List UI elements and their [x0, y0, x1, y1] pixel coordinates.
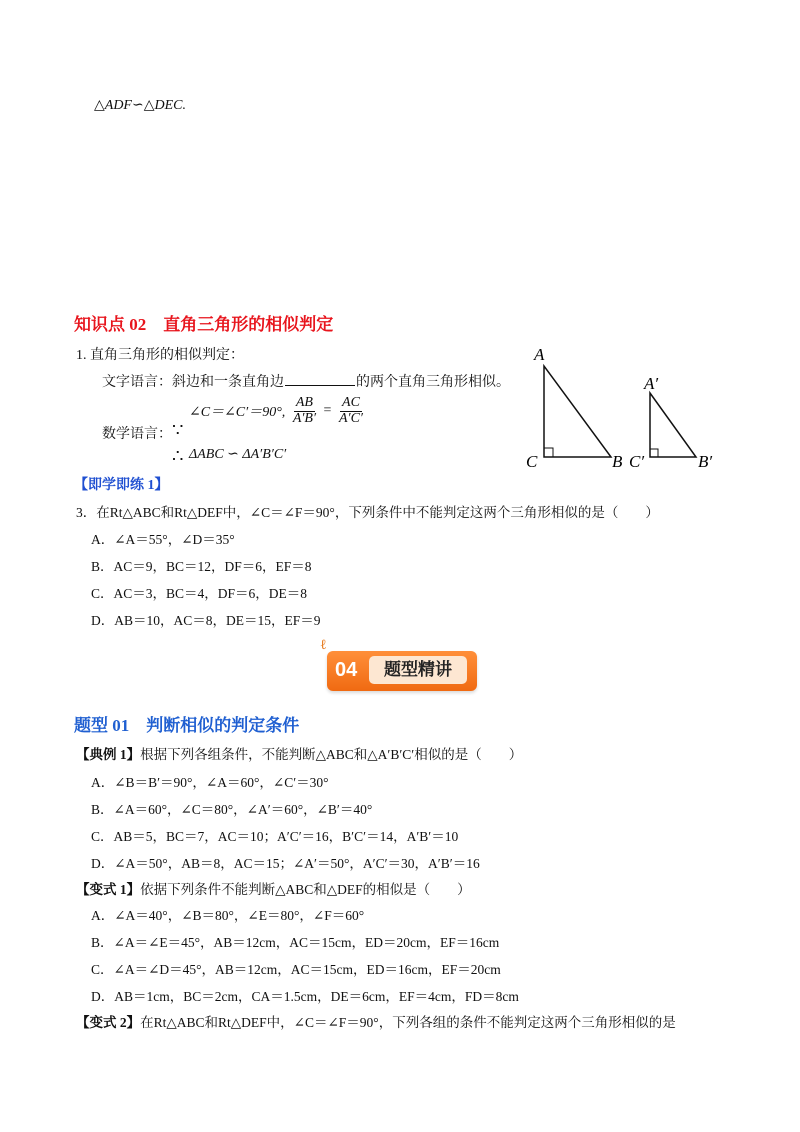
- example-1-option-a: A．∠B＝B′＝90°，∠A＝60°，∠C′＝30°: [91, 775, 329, 790]
- right-angle-mark-c: [544, 448, 553, 457]
- variant-1-option-b: B．∠A＝∠E＝45°，AB＝12cm，AC＝15cm，ED＝20cm，EF＝16cm: [91, 935, 500, 950]
- paperclip-icon: ℓ: [320, 638, 327, 653]
- angle-condition: ∠C＝∠C′＝90°,: [189, 405, 286, 421]
- example-1-label: 【典例 1】: [76, 747, 141, 762]
- fraction-ab: $\frac{AB}{A'B'}$: [292, 395, 317, 426]
- label-b: B: [612, 452, 623, 471]
- variant-1-question: 依据下列条件不能判断△ABC和△DEF的相似是（ ）: [140, 882, 471, 897]
- conclusion: ΔABC ∽ ΔA′B′C′: [189, 447, 287, 462]
- variant-1: [76, 878, 471, 898]
- therefore-symbol: ∴: [172, 446, 184, 466]
- label-a: A: [534, 345, 545, 364]
- right-triangles-figure: [520, 340, 730, 475]
- top-line: △ADF∽△DEC.: [94, 98, 186, 113]
- example-1-option-c: C．AB＝5，BC＝7，AC＝10；A′C′＝16，B′C′＝14，A′B′＝10: [91, 829, 459, 844]
- practice-option-a: A．∠A＝55°，∠D＝35°: [91, 532, 235, 547]
- variant-2: [76, 1011, 676, 1031]
- label-c: C: [526, 452, 538, 471]
- label-b-prime: B′: [698, 452, 713, 471]
- triangle-abc-prime: [650, 393, 696, 457]
- practice-label: 【即学即练 1】: [74, 478, 169, 493]
- section-banner: [327, 651, 477, 691]
- knowledge-point-title: 知识点 02 直角三角形的相似判定: [74, 315, 334, 334]
- right-angle-mark-c-prime: [650, 449, 658, 457]
- text-suffix: 的两个直角三角形相似。: [356, 375, 510, 390]
- fraction-ac: $\frac{AC}{A'C'}$: [338, 395, 363, 426]
- label-a-prime: A′: [644, 374, 659, 393]
- example-1-option-d: D．∠A＝50°，AB＝8，AC＝15；∠A′＝50°，A′C′＝30，A′B′＝16: [91, 856, 480, 871]
- practice-question: 3．在Rt△ABC和Rt△DEF中，∠C＝∠F＝90°，下列条件中不能判定这两个三角形相似的是（ ）: [76, 505, 659, 520]
- because-symbol: ∵: [172, 420, 184, 440]
- practice-option-b: B．AC＝9，BC＝12，DF＝6，EF＝8: [91, 559, 312, 574]
- fill-blank: [285, 373, 355, 386]
- example-1-option-b: B．∠A＝60°，∠C＝80°，∠A′＝60°，∠B′＝40°: [91, 802, 373, 817]
- kp-math-label: 数学语言：: [102, 427, 172, 442]
- type-01-title: 题型 01 判断相似的判定条件: [74, 716, 300, 735]
- example-1: [76, 743, 522, 763]
- variant-1-option-c: C．∠A＝∠D＝45°，AB＝12cm，AC＝15cm，ED＝16cm，EF＝20cm: [91, 962, 501, 977]
- banner-number: 04: [335, 659, 358, 681]
- practice-option-c: C．AC＝3，BC＝4，DF＝6，DE＝8: [91, 586, 308, 601]
- label-c-prime: C′: [629, 452, 645, 471]
- example-1-question: 根据下列各组条件，不能判断△ABC和△A′B′C′相似的是（ ）: [140, 747, 523, 762]
- math-condition: [189, 396, 367, 426]
- text-label: 文字语言：斜边和一条直角边: [102, 375, 284, 390]
- kp-text-language: [102, 371, 510, 391]
- variant-2-question: 在Rt△ABC和Rt△DEF中，∠C＝∠F＝90°，下列各组的条件不能判定这两个三角形相似的是: [140, 1015, 676, 1030]
- kp-item-1: 1. 直角三角形的相似判定：: [76, 348, 244, 363]
- variant-1-option-a: A．∠A＝40°，∠B＝80°，∠E＝80°，∠F＝60°: [91, 908, 365, 923]
- practice-option-d: D．AB＝10，AC＝8，DE＝15，EF＝9: [91, 613, 321, 628]
- banner-text: 题型精讲: [369, 656, 467, 684]
- variant-2-label: 【变式 2】: [76, 1015, 141, 1030]
- triangle-abc: [544, 366, 611, 457]
- variant-1-label: 【变式 1】: [76, 882, 141, 897]
- variant-1-option-d: D．AB＝1cm，BC＝2cm，CA＝1.5cm，DE＝6cm，EF＝4cm，FD＝8cm: [91, 989, 519, 1004]
- equals-sign: =: [323, 403, 332, 419]
